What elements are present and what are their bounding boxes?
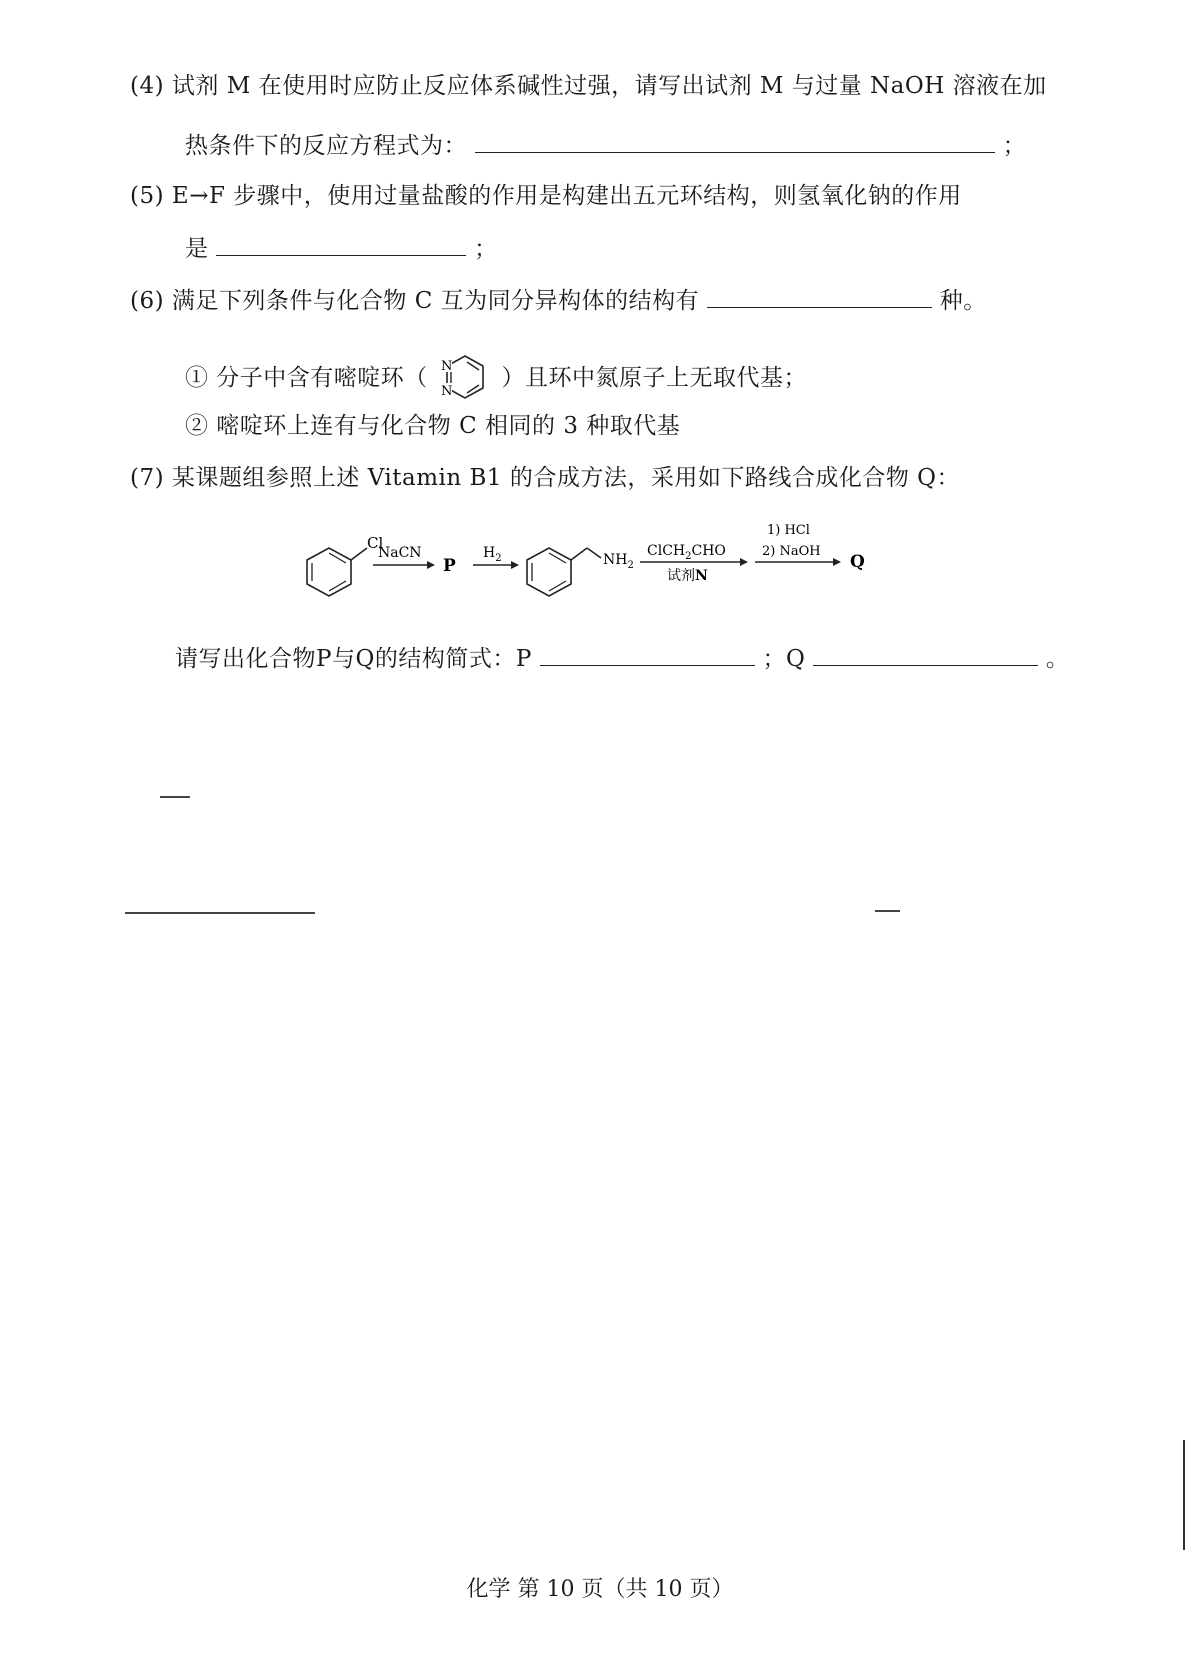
q7-answer-end: 。 — [1045, 646, 1070, 672]
benzylamine-structure — [527, 548, 634, 596]
reaction-scheme — [285, 520, 905, 620]
nh2-sub: 2 — [627, 560, 634, 571]
svg-text:ClCH2CHO — [647, 543, 726, 562]
q5-answer-blank[interactable] — [216, 253, 466, 256]
page-edge-mark — [1183, 1440, 1185, 1550]
page-footer: 化学 第 10 页（共 10 页） — [466, 1577, 734, 1602]
scan-artifact — [125, 912, 315, 914]
cl-label: Cl — [367, 534, 384, 552]
q4-number: (4) — [130, 73, 165, 99]
q4-text-2: 热条件下的反应方程式为： — [185, 133, 467, 159]
q6-cond2-text: ② 嘧啶环上连有与化合物 C 相同的 3 种取代基 — [185, 413, 681, 439]
nh2-label: NH — [603, 552, 628, 568]
q6-condition-2 — [185, 410, 680, 442]
scan-artifact — [160, 796, 190, 798]
q7-answer-sep: ；Q — [762, 646, 806, 672]
step3-top-sub: 2 — [685, 551, 692, 562]
q6-cond1-suffix: ）且环中氮原子上无取代基； — [501, 365, 807, 391]
q6-end: 种。 — [939, 288, 987, 314]
arrow-step4 — [755, 523, 841, 566]
q7-line1 — [130, 462, 960, 494]
pyrimidine-ring-icon — [436, 348, 494, 406]
q4-line1 — [130, 70, 1047, 102]
svg-text:H2 — [483, 545, 502, 564]
q4-end: ； — [1002, 133, 1027, 159]
q7-answer-prefix: 请写出化合物P与Q的结构简式：P — [175, 646, 532, 672]
q4-answer-blank[interactable] — [475, 150, 995, 153]
q6-answer-blank[interactable] — [707, 305, 932, 308]
q5-text-1: E→F 步骤中，使用过量盐酸的作用是构建出五元环结构，则氢氧化钠的作用 — [171, 183, 962, 209]
product-p: P — [443, 556, 456, 576]
step4-line2: 2) NaOH — [762, 544, 821, 559]
step3-bottom-a: 试剂 — [667, 568, 695, 584]
p-answer-blank[interactable] — [540, 663, 755, 666]
scan-artifact — [875, 910, 900, 912]
q4-text-1: 试剂 M 在使用时应防止反应体系碱性过强，请写出试剂 M 与过量 NaOH 溶液在加 — [171, 73, 1047, 99]
q7-text: 某课题组参照上述 Vitamin B1 的合成方法，采用如下路线合成化合物 Q： — [171, 465, 961, 491]
step3-top-b: CHO — [691, 543, 726, 559]
q7-answer-line — [175, 643, 1069, 675]
product-q: Q — [850, 552, 865, 572]
q6-number: (6) — [130, 288, 165, 314]
step1-reagent: NaCN — [378, 545, 422, 561]
q6-text: 满足下列条件与化合物 C 互为同分异构体的结构有 — [171, 288, 700, 314]
step3-top-a: ClCH — [647, 543, 686, 559]
pyrimidine-n-top: N — [440, 359, 453, 374]
arrow-step1 — [373, 545, 435, 569]
svg-text:NH2 — [603, 552, 634, 571]
pyrimidine-n-bottom: N — [440, 384, 453, 399]
svg-text:试剂N — [667, 568, 708, 584]
q5-number: (5) — [130, 183, 165, 209]
step4-line1: 1) HCl — [767, 523, 810, 538]
benzyl-chloride-structure — [307, 534, 383, 596]
arrow-step3 — [640, 543, 748, 584]
q6-line1 — [130, 285, 987, 317]
arrow-step2 — [473, 545, 519, 569]
q6-cond1-prefix: ① 分子中含有嘧啶环（ — [185, 365, 428, 391]
step2-sub: 2 — [495, 553, 502, 564]
q6-condition-1 — [185, 350, 807, 408]
q-answer-blank[interactable] — [813, 663, 1038, 666]
step3-bottom-b: N — [695, 568, 708, 584]
q5-end: ； — [474, 236, 498, 262]
q7-number: (7) — [130, 465, 165, 491]
q4-line2 — [185, 130, 1026, 162]
q5-line2 — [185, 233, 498, 265]
step2-reagent: H — [483, 545, 496, 561]
q5-line1 — [130, 180, 962, 212]
q5-text-2: 是 — [185, 236, 209, 262]
